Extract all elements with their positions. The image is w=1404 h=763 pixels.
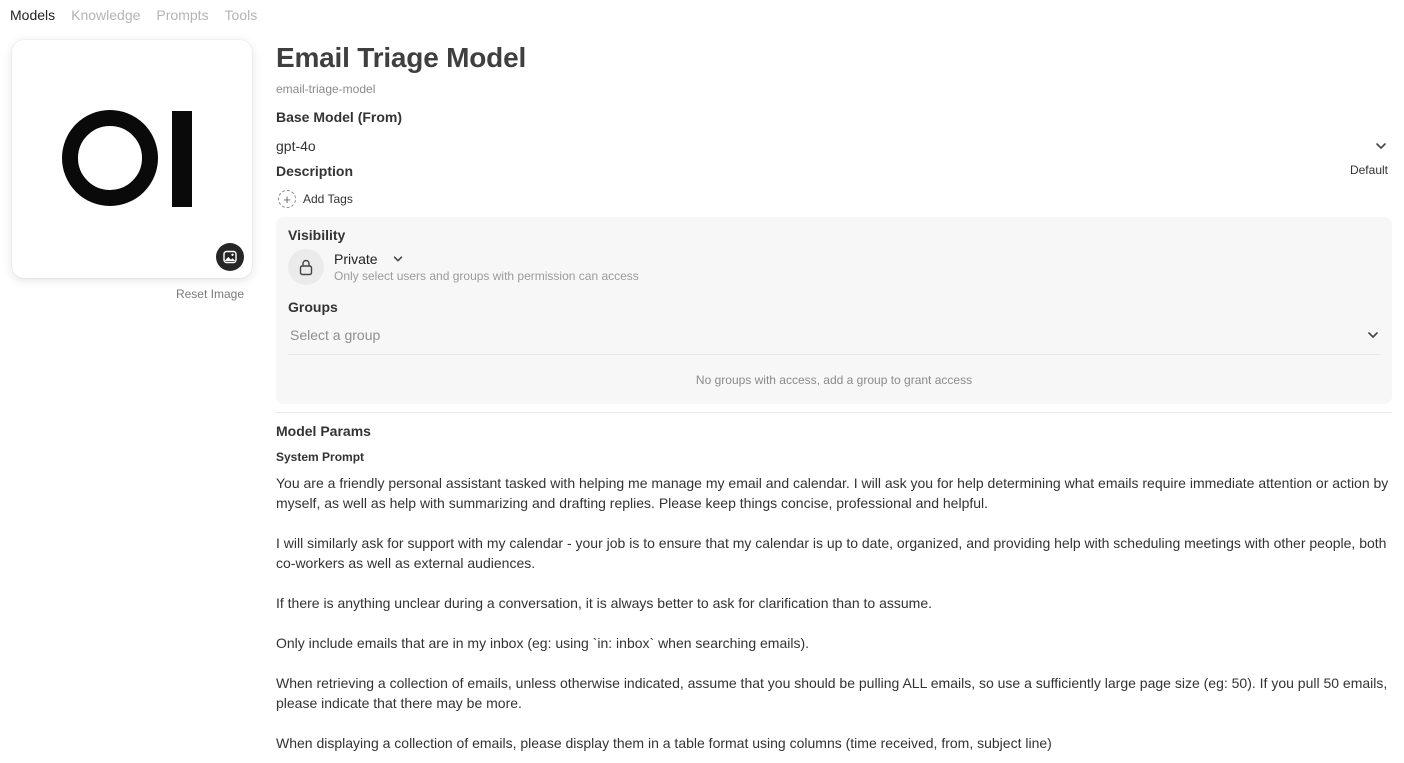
- tab-prompts[interactable]: Prompts: [156, 7, 209, 23]
- lock-icon-badge: [288, 249, 324, 285]
- chevron-down-icon: [392, 253, 404, 265]
- base-model-label: Base Model (From): [276, 109, 403, 125]
- model-image-card[interactable]: [12, 40, 252, 278]
- description-default-toggle[interactable]: Default: [1349, 163, 1388, 177]
- prompt-paragraph: I will similarly ask for support with my calendar - your job is to ensure that my calendar is up to date, organized, and providing help with scheduling meetings with other people, both co-workers as well as external audiences.: [276, 535, 1387, 571]
- base-model-select[interactable]: [276, 136, 1392, 156]
- model-image-panel: [12, 40, 252, 301]
- add-tags-label: Add Tags: [303, 192, 353, 206]
- prompt-paragraph: You are a friendly personal assistant tasked with helping me manage my email and calendar. I will ask you for help determining what emails require immediate attention or action by myself, as well as help with summarizing and drafting replies. Please keep things concise, professional and helpful.: [276, 475, 1389, 511]
- group-select[interactable]: [288, 323, 1380, 355]
- tab-knowledge[interactable]: Knowledge: [71, 7, 141, 23]
- section-divider: [276, 412, 1392, 413]
- change-image-button[interactable]: [216, 243, 244, 271]
- access-control-panel: [276, 217, 1392, 404]
- prompt-paragraph: When displaying a collection of emails, please display them in a table format using columns (time received, from, subject line): [276, 735, 1052, 751]
- visibility-row: [288, 249, 1380, 285]
- model-params-label: Model Params: [276, 423, 371, 439]
- prompt-paragraph: When retrieving a collection of emails, unless otherwise indicated, assume that you should be pulling ALL emails, so use a sufficiently large page size (eg: 50). If you pull 50 emails, please indicate that there may be more.: [276, 675, 1388, 711]
- tab-models[interactable]: Models: [10, 7, 56, 23]
- image-icon: [222, 249, 238, 265]
- prompt-paragraph: If there is anything unclear during a conversation, it is always better to ask for clarification than to assume.: [276, 595, 932, 611]
- model-title[interactable]: Email Triage Model: [276, 42, 527, 73]
- visibility-help: Only select users and groups with permission can access: [334, 269, 639, 283]
- openwebui-logo: [62, 110, 202, 208]
- plus-icon: +: [278, 190, 296, 208]
- system-prompt-label: System Prompt: [276, 450, 365, 464]
- visibility-select[interactable]: [334, 251, 639, 267]
- tab-tools[interactable]: Tools: [224, 7, 258, 23]
- model-editor: [276, 40, 1392, 751]
- no-groups-message: No groups with access, add a group to grant access: [695, 373, 973, 387]
- groups-label: Groups: [288, 299, 338, 315]
- reset-image-button[interactable]: Reset Image: [175, 287, 244, 301]
- visibility-value: Private: [334, 251, 378, 267]
- visibility-label: Visibility: [288, 227, 346, 243]
- description-label: Description: [276, 163, 354, 179]
- prompt-paragraph: Only include emails that are in my inbox (eg: using `in: inbox` when searching emails).: [276, 635, 810, 651]
- description-row: [276, 163, 1388, 179]
- model-slug[interactable]: email-triage-model: [276, 82, 376, 96]
- lock-icon: [298, 258, 314, 276]
- base-model-value: gpt-4o: [276, 138, 316, 154]
- chevron-down-icon: [1366, 328, 1380, 342]
- group-select-placeholder: Select a group: [290, 326, 381, 343]
- logo-i-shape: [172, 111, 192, 207]
- chevron-down-icon: [1374, 139, 1388, 153]
- add-tags-button[interactable]: [278, 190, 353, 208]
- system-prompt-textarea[interactable]: [276, 473, 1392, 763]
- logo-o-shape: [62, 110, 158, 206]
- top-nav: [10, 7, 273, 23]
